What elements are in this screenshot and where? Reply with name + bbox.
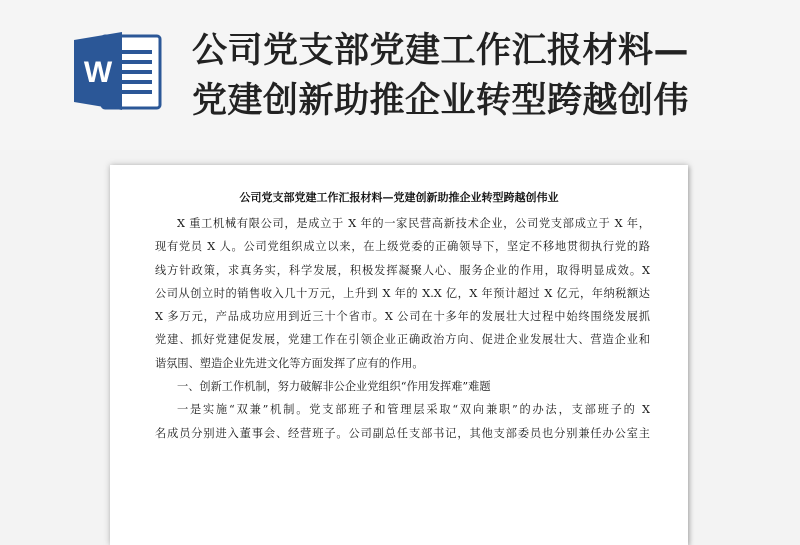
page-title-line-2: 党建创新助推企业转型跨越创伟 <box>192 81 690 121</box>
text-line: 线方针政策，求真务实，科学发展，积极发挥凝聚人心、服务企业的作用，取得明显成效。X <box>155 263 650 277</box>
text-line: 名成员分别进入董事会、经营班子。公司副总任支部书记，其他支部委员也分别兼任办公室主 <box>155 426 650 440</box>
paragraph-intro <box>155 212 650 375</box>
text-line: X 多万元，产品成功应用到近三十个省市。X 公司在十多年的发展壮大过程中始终围绕发展抓 <box>155 310 650 324</box>
text-line: 现有党员 X 人。公司党组织成立以来，在上级党委的正确领导下，坚定不移地贯彻执行党的路 <box>155 240 650 254</box>
text-line: 公司从创立时的销售收入几十万元，上升到 X 年的 X.X 亿，X 年预计超过 X 亿元，年纳税额达 <box>155 286 650 300</box>
document-page <box>110 165 688 545</box>
text-line: 谐氛围、塑造企业先进文化等方面发挥了应有的作用。 <box>155 356 424 370</box>
page-title <box>192 26 782 126</box>
text-line: 一是实施“双兼”机制。党支部班子和管理层采取“双向兼职”的办法，支部班子的 X <box>177 403 650 417</box>
document-body <box>155 212 650 445</box>
text-line: X 重工机械有限公司，是成立于 X 年的一家民营高新技术企业，公司党支部成立于 X 年， <box>177 217 650 230</box>
document-title: 公司党支部党建工作汇报材料—党建创新助推企业转型跨越创伟业 <box>239 191 559 204</box>
paragraph-mechanism <box>155 398 650 445</box>
word-icon <box>72 30 164 112</box>
page-title-line-1: 公司党支部党建工作汇报材料— <box>192 31 690 71</box>
section-heading <box>155 375 650 398</box>
word-icon-letter: W <box>83 56 113 89</box>
text-line: 一、创新工作机制，努力破解非公企业党组织“作用发挥难”难题 <box>177 380 491 394</box>
text-line: 党建、抓好党建促发展，党建工作在引领企业正确政治方向、促进企业发展壮大、营造企业和 <box>155 333 650 347</box>
header-banner <box>0 0 800 150</box>
